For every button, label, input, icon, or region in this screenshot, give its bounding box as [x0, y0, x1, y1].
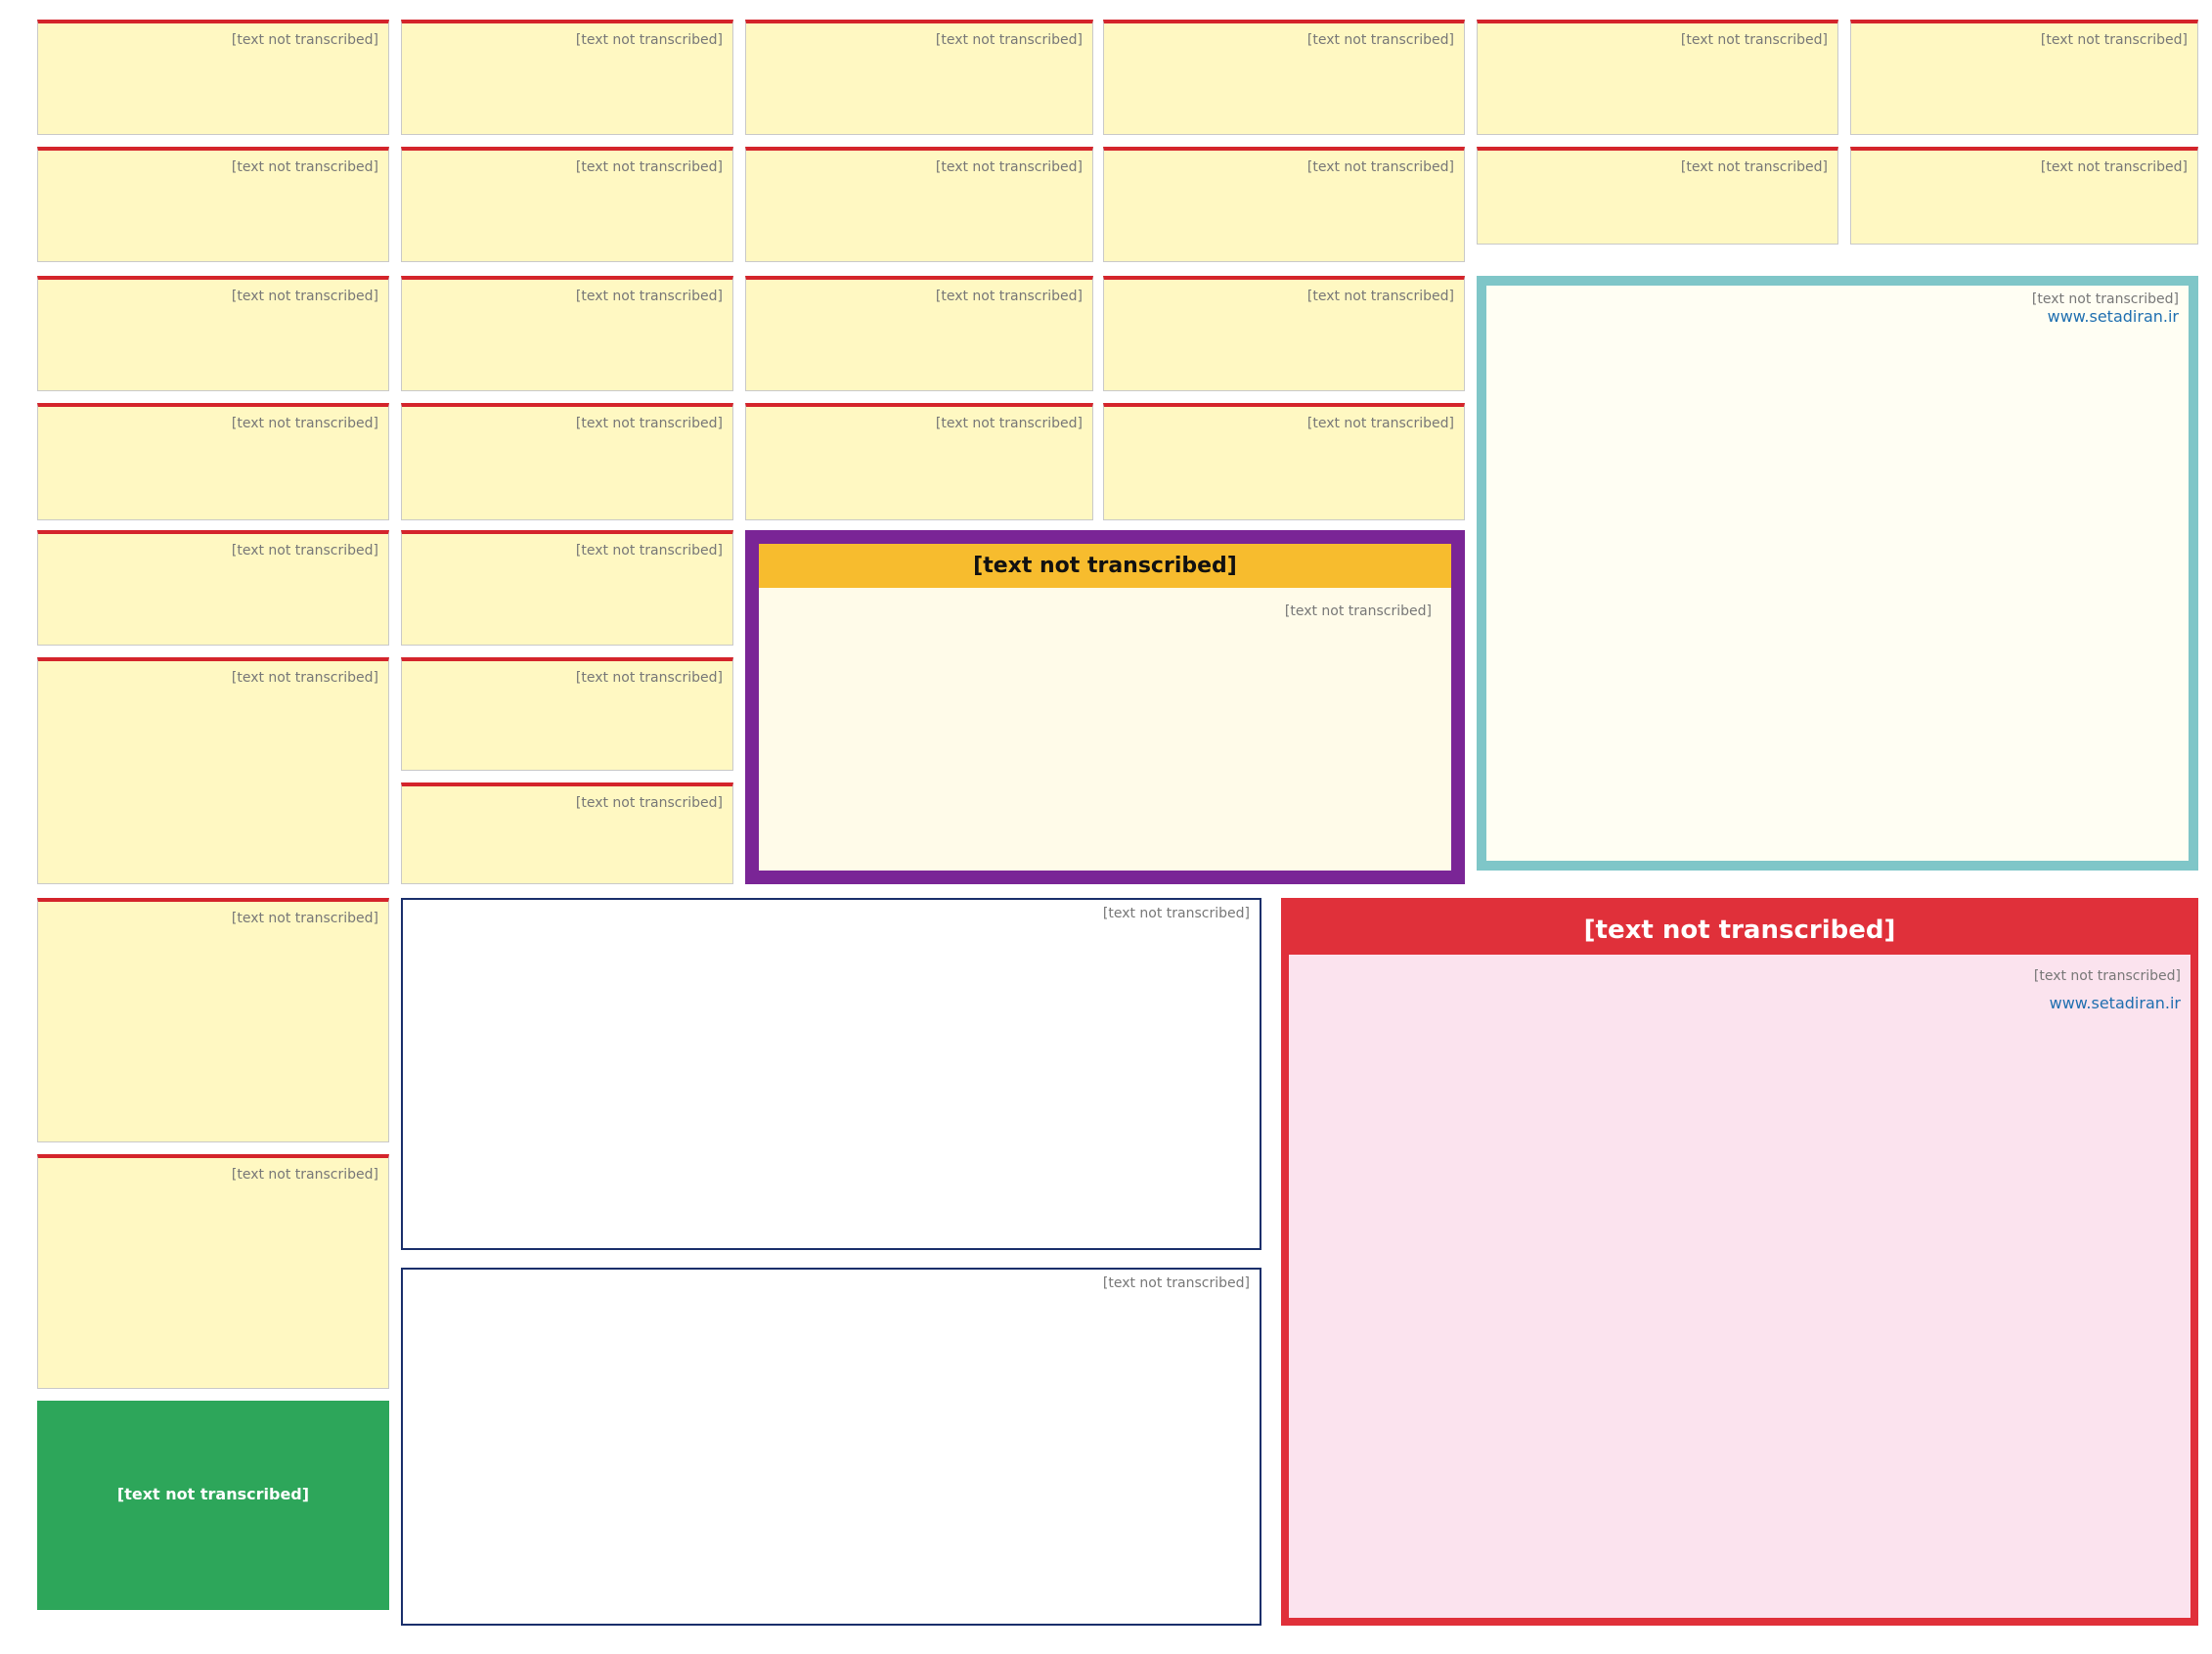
- classified-ad: [text not transcribed]: [37, 1154, 389, 1389]
- classified-ad: [text not transcribed]: [1850, 20, 2198, 135]
- purchase-call-notice: [text not transcribed] [text not transcribed] www.setadiran.ir: [1281, 898, 2198, 1626]
- classified-ad: [text not transcribed]: [401, 530, 733, 646]
- classified-ad: [text not transcribed]: [1477, 147, 1838, 245]
- classified-ad: [text not transcribed]: [37, 898, 389, 1142]
- creditors-notice: [text not transcribed] [text not transcribed]: [745, 530, 1465, 884]
- classified-ad: [text not transcribed]: [1103, 20, 1465, 135]
- land-registration-notice: [text not transcribed]: [401, 1268, 1261, 1626]
- classified-ad: [text not transcribed]: [745, 403, 1093, 520]
- classified-ad: [text not transcribed]: [37, 20, 389, 135]
- tender-notice: [text not transcribed] www.setadiran.ir: [1477, 276, 2198, 871]
- classified-ad: [text not transcribed]: [401, 147, 733, 262]
- classified-ad: [text not transcribed]: [1477, 20, 1838, 135]
- website-link[interactable]: www.setadiran.ir: [2049, 994, 2181, 1012]
- classified-ad: [text not transcribed]: [745, 276, 1093, 391]
- land-registration-notice: [text not transcribed]: [401, 898, 1261, 1250]
- classified-ad: [text not transcribed]: [1103, 276, 1465, 391]
- notice-title: [text not transcribed]: [759, 544, 1451, 588]
- website-link[interactable]: www.setadiran.ir: [2047, 307, 2179, 326]
- classified-ad: [text not transcribed]: [37, 276, 389, 391]
- classified-ad: [text not transcribed]: [401, 782, 733, 884]
- classified-ad: [text not transcribed]: [1103, 403, 1465, 520]
- classified-ad: [text not transcribed]: [37, 147, 389, 262]
- classified-ad: [text not transcribed]: [1103, 147, 1465, 262]
- classified-ad: [text not transcribed]: [1850, 147, 2198, 245]
- classified-ad: [text not transcribed]: [401, 403, 733, 520]
- classified-ad: [text not transcribed]: [37, 657, 389, 884]
- classified-ad: [text not transcribed]: [37, 403, 389, 520]
- classified-ad: [text not transcribed]: [37, 530, 389, 646]
- classified-ad: [text not transcribed]: [401, 20, 733, 135]
- notice-title: [text not transcribed]: [1289, 906, 2190, 955]
- classified-ad: [text not transcribed]: [401, 657, 733, 771]
- newspaper-logo: [text not transcribed]: [37, 1401, 389, 1610]
- classified-ad: [text not transcribed]: [745, 20, 1093, 135]
- classified-ad: [text not transcribed]: [745, 147, 1093, 262]
- classified-ad: [text not transcribed]: [401, 276, 733, 391]
